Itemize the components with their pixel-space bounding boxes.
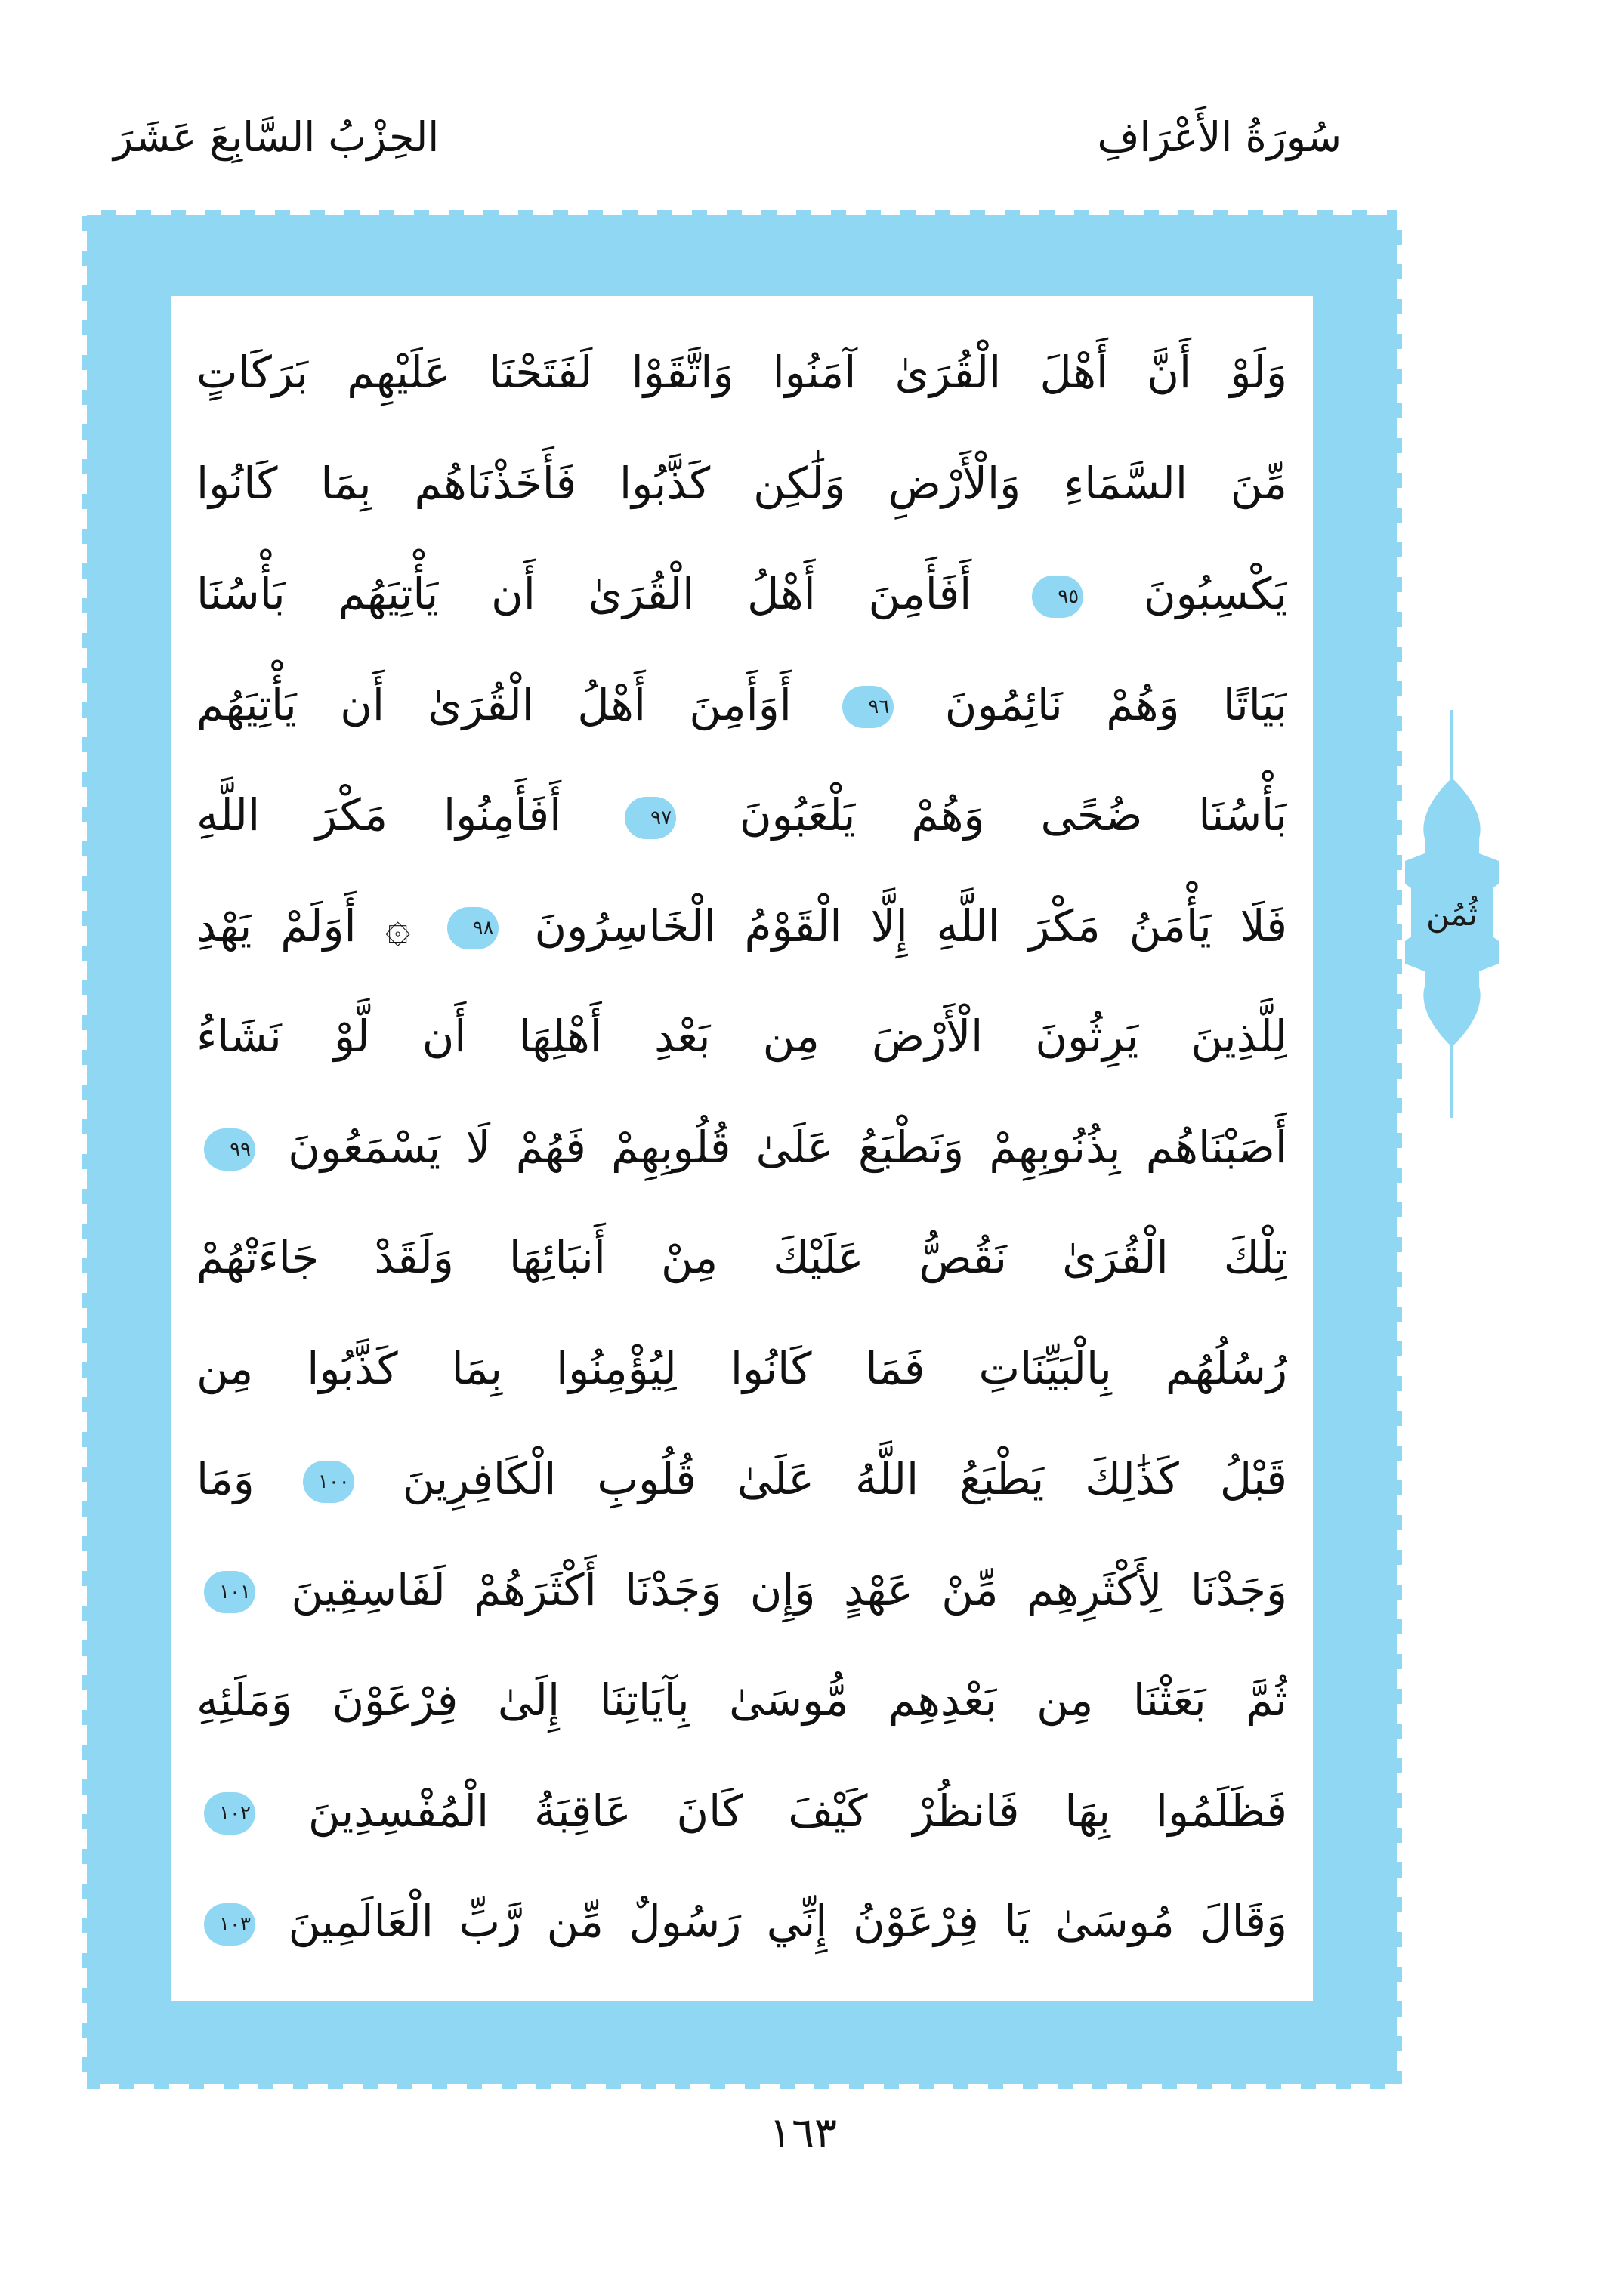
line-text: تِلْكَ الْقُرَىٰ نَقُصُّ عَلَيْكَ مِنْ أَنبَائِهَا وَلَقَدْ جَاءَتْهُمْ	[196, 1232, 1287, 1283]
verse-line-10	[196, 1313, 1287, 1424]
line-text: فَظَلَمُوا بِهَا فَانظُرْ كَيْفَ كَانَ عَاقِبَةُ الْمُفْسِدِينَ	[307, 1785, 1287, 1837]
hizb-title: الحِزْبُ السَّابِعَ عَشَرَ	[113, 113, 440, 161]
ayah-number-marker: ١٠٣	[204, 1903, 255, 1946]
ayah-number-marker: ٩٩	[204, 1128, 255, 1171]
verse-line-11	[196, 1424, 1287, 1535]
line-text: ثُمَّ بَعَثْنَا مِن بَعْدِهِم مُّوسَىٰ بِآيَاتِنَا إِلَىٰ فِرْعَوْنَ وَمَلَئِهِ	[196, 1674, 1287, 1726]
surah-title: سُورَةُ الأَعْرَافِ	[1097, 113, 1342, 161]
verse-line-1	[196, 317, 1287, 428]
line-text-after: أَوَأَمِنَ أَهْلُ الْقُرَىٰ أَن يَأْتِيَهُم	[196, 678, 792, 730]
ayah-number-marker: ٩٧	[625, 797, 676, 839]
line-text: فَلَا يَأْمَنُ مَكْرَ اللَّهِ إِلَّا الْقَوْمُ الْخَاسِرُونَ	[534, 900, 1287, 952]
ayah-number-marker: ١٠١	[204, 1571, 255, 1613]
line-text: لِلَّذِينَ يَرِثُونَ الْأَرْضَ مِن بَعْدِ أَهْلِهَا أَن لَّوْ نَشَاءُ	[196, 1011, 1287, 1062]
line-text: وَلَوْ أَنَّ أَهْلَ الْقُرَىٰ آمَنُوا وَاتَّقَوْا لَفَتَحْنَا عَلَيْهِم بَرَكَاتٍ	[196, 347, 1287, 398]
verse-line-9	[196, 1202, 1287, 1313]
verse-line-12	[196, 1535, 1287, 1646]
line-text: قَبْلُ كَذَٰلِكَ يَطْبَعُ اللَّهُ عَلَىٰ قُلُوبِ الْكَافِرِينَ	[402, 1453, 1287, 1504]
verse-line-15	[196, 1866, 1287, 1977]
ayah-number-marker: ٩٨	[447, 907, 499, 949]
page-number: ١٦٣	[768, 2109, 838, 2158]
line-text-after: ۞ أَوَلَمْ يَهْدِ	[196, 900, 411, 952]
line-text: وَقَالَ مُوسَىٰ يَا فِرْعَوْنُ إِنِّي رَسُولٌ مِّن رَّبِّ الْعَالَمِينَ	[288, 1896, 1287, 1947]
verse-line-5	[196, 760, 1287, 871]
verse-line-13	[196, 1645, 1287, 1756]
verse-line-6	[196, 871, 1287, 982]
verse-line-2	[196, 428, 1287, 539]
verse-line-14	[196, 1756, 1287, 1867]
ayah-number-marker: ١٠٠	[303, 1461, 354, 1503]
line-text-after: أَفَأَمِنُوا مَكْرَ اللَّهِ	[196, 789, 562, 841]
verse-line-7	[196, 981, 1287, 1092]
line-text: بَأْسُنَا ضُحًى وَهُمْ يَلْعَبُونَ	[740, 789, 1287, 841]
verse-line-4	[196, 650, 1287, 761]
verse-lines	[196, 317, 1287, 1977]
ayah-number-marker: ٩٦	[842, 686, 894, 728]
line-text: بَيَاتًا وَهُمْ نَائِمُونَ	[944, 678, 1287, 730]
line-text-after: أَفَأَمِنَ أَهْلُ الْقُرَىٰ أَن يَأْتِيَهُم بَأْسُنَا	[196, 568, 972, 619]
line-text: رُسُلُهُم بِالْبَيِّنَاتِ فَمَا كَانُوا لِيُؤْمِنُوا بِمَا كَذَّبُوا مِن	[196, 1342, 1287, 1394]
line-text: مِّنَ السَّمَاءِ وَالْأَرْضِ وَلَٰكِن كَذَّبُوا فَأَخَذْنَاهُم بِمَا كَانُوا	[196, 457, 1287, 509]
line-text: يَكْسِبُونَ	[1144, 568, 1287, 619]
line-text: وَجَدْنَا لِأَكْثَرِهِم مِّنْ عَهْدٍ وَإِن وَجَدْنَا أَكْثَرَهُمْ لَفَاسِقِينَ	[291, 1563, 1287, 1616]
line-text-after: وَمَا	[196, 1453, 255, 1504]
thumn-label: ثُمُن	[1426, 896, 1478, 933]
verse-line-3	[196, 539, 1287, 650]
verse-line-8	[196, 1092, 1287, 1203]
ayah-number-marker: ٩٥	[1032, 576, 1083, 618]
ayah-number-marker: ١٠٢	[204, 1792, 255, 1835]
line-text: أَصَبْنَاهُم بِذُنُوبِهِمْ وَنَطْبَعُ عَلَىٰ قُلُوبِهِمْ فَهُمْ لَا يَسْمَعُونَ	[288, 1121, 1287, 1173]
